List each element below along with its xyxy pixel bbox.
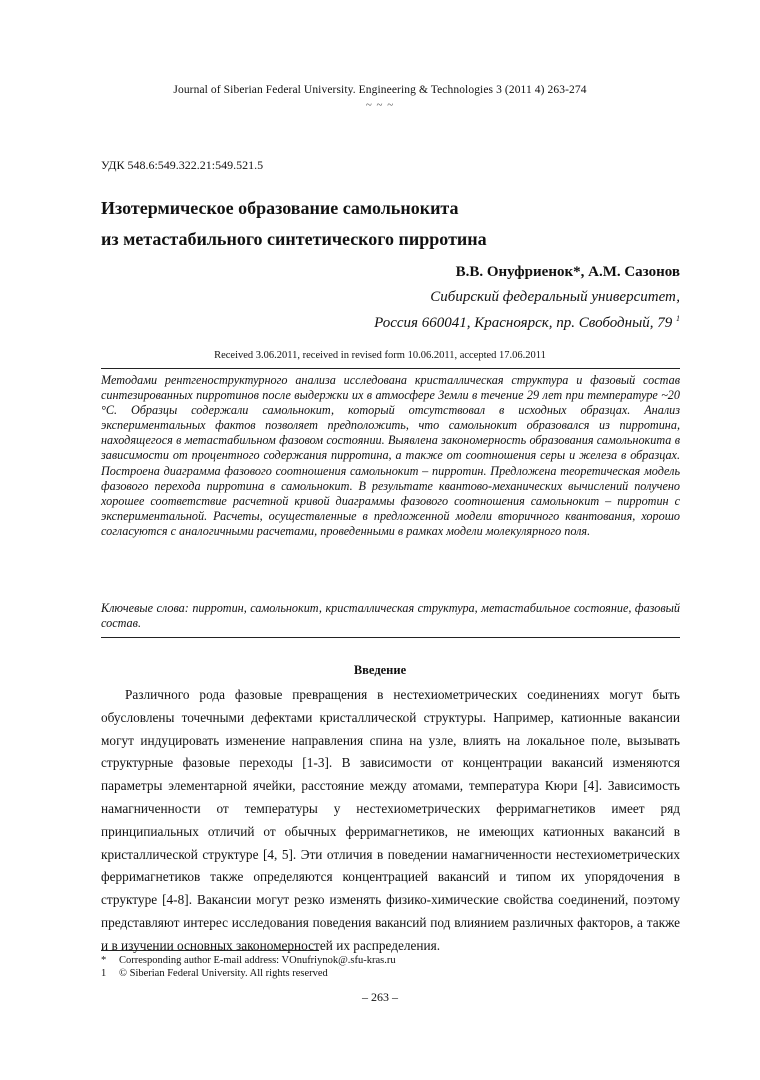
- footnote-mark: *: [101, 955, 107, 966]
- authors: В.В. Онуфриенок*, А.М. Сазонов: [455, 264, 680, 280]
- affiliation-line-2: [374, 308, 680, 334]
- footnote-text: © Siberian Federal University. All rights reserved: [119, 968, 328, 979]
- affiliation-footnote-mark: 1: [676, 314, 680, 323]
- page-number: – 263 –: [362, 990, 398, 1004]
- introduction-paragraph: Различного рода фазовые превращения в нестехиометрических соединениях могут быть обусловлены точечными дефектами кристаллической структуры. Например, катионные вакансии могут индуцировать изменение направления спина на узле, влиять на локальное поле, вызывать структурные фазовые переходы [1-3]. В зависимости от концентрации вакансий изменяются параметры элементарной ячейки, расстояние между атомами, температура Кюри [4]. Зависимость намагниченности от температуры у нестехиометрических ферримагнетиков имеет ряд принципиальных отличий от обычных ферримагнетиков, не имеющих катионных вакансий в кристаллической структуре [4, 5]. Эти отличия в поведении намагниченности нестехиометрических ферримагнетиков также определяются концентрацией вакансий и типом их упорядочения в структуре [4-8]. Вакансии могут резко изменять физико-химические свойства соединений, поэтому представляют интерес исследования поведения вакансий под влиянием различных факторов, а также и в изучении основных закономерностей их распределения.: [101, 687, 680, 953]
- affiliation: [374, 286, 680, 334]
- abstract: Методами рентгеноструктурного анализа исследована кристаллическая структура и фазовый состав синтезированных пирротинов после выдержки их в атмосфере Земли в течение 29 лет при температуре ~20 °С. Образцы содержали самольнокит, который отсутствовал в исходных образцах. Анализ экспериментальных фактов позволяет предположить, что самольнокит образовался из пирротина, находящегося в метастабильном фазовом состоянии. Выявлена закономерность образования самольнокита в зависимости от процентного содержания пирротина, а также от соотношения серы и железа в образцах. Построена диаграмма фазового соотношения самольнокит – пирротин. Предложена теоретическая модель фазового перехода пирротина в самольнокит. В результате квантово-механических вычислений получено хорошее соответствие расчетной кривой диаграммы фазового соотношения самольнокит – пирротин с экспериментальной. Расчеты, осуществленные в предложенной модели вторичного квантования, хорошо согласуются с аналогичными расчетами, проведенными в рамках модели молекулярного поля.: [101, 373, 680, 538]
- title-line-2: из метастабильного синтетического пирротина: [101, 229, 487, 249]
- footnote: [101, 954, 396, 967]
- udk-code: УДК 548.6:549.322.21:549.521.5: [101, 158, 264, 172]
- title-line-1: Изотермическое образование самольнокита: [101, 198, 459, 218]
- footnotes: [101, 954, 396, 980]
- introduction-heading: Введение: [353, 663, 407, 677]
- abstract-bottom-rule: [101, 637, 680, 638]
- journal-header: Journal of Siberian Federal University. Engineering & Technologies 3 (2011 4) 263-274: [173, 84, 587, 96]
- paper-title: [101, 193, 487, 255]
- abstract-top-rule: [101, 368, 680, 369]
- footnote-rule: [101, 950, 319, 951]
- received-dates: Received 3.06.2011, received in revised form 10.06.2011, accepted 17.06.2011: [214, 350, 546, 361]
- affiliation-address: Россия 660041, Красноярск, пр. Свободный, 79: [374, 315, 673, 331]
- keywords: Ключевые слова: пирротин, самольнокит, кристаллическая структура, метастабильное состояние, фазовый состав.: [101, 601, 680, 631]
- footnote-mark: 1: [101, 968, 107, 979]
- affiliation-line-1: Сибирский федеральный университет,: [430, 289, 680, 305]
- footnote: [101, 967, 396, 980]
- header-ornament: ~ ~ ~: [365, 99, 395, 111]
- footnote-text: Corresponding author E-mail address: VOnufriynok@.sfu-kras.ru: [119, 955, 396, 966]
